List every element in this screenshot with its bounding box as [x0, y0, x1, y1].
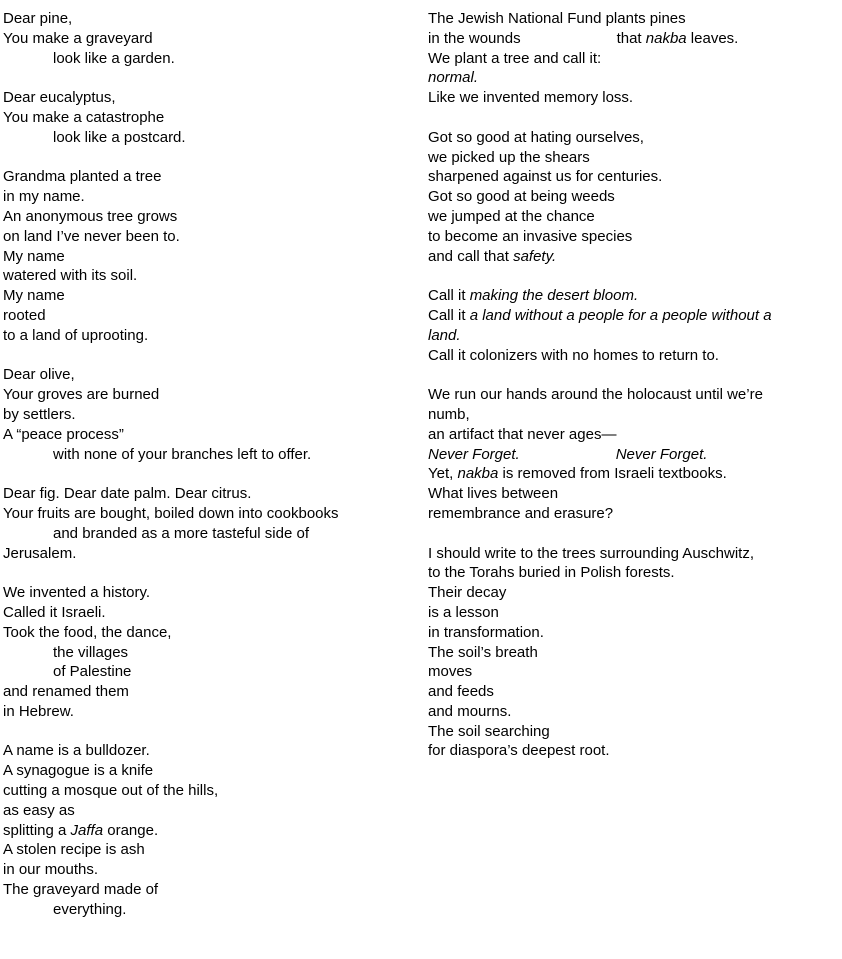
poem-line: You make a graveyard — [3, 29, 153, 47]
poem-line: land. — [428, 326, 461, 344]
italic-text: Never Forget. — [428, 445, 520, 463]
poem-line: and renamed them — [3, 683, 129, 701]
poem-line: Took the food, the dance, — [3, 623, 172, 641]
stanza-dear-fig — [3, 484, 403, 563]
poem-line: everything. — [53, 900, 127, 918]
stanza-dear-pine — [3, 9, 403, 68]
line-text: leaves. — [686, 29, 739, 47]
poem-line: A synagogue is a knife — [3, 762, 154, 780]
stanza-invented-history — [3, 583, 403, 722]
poem-line: Got so good at hating ourselves, — [428, 128, 644, 146]
line-text: Call it — [428, 306, 470, 324]
poem-line: to a land of uprooting. — [3, 326, 149, 344]
poem-line: A stolen recipe is ash — [3, 841, 145, 859]
stanza-auschwitz — [428, 544, 828, 762]
poem-line — [428, 29, 828, 49]
poem-line: we jumped at the chance — [428, 207, 595, 225]
poem-line — [428, 445, 828, 465]
line-text: Call it — [428, 287, 470, 305]
poem-line: with none of your branches left to offer. — [53, 445, 312, 463]
poem-line: Jerusalem. — [3, 544, 77, 562]
poem-line: remembrance and erasure? — [428, 504, 614, 522]
poem-line: and feeds — [428, 683, 494, 701]
poem-line: We run our hands around the holocaust until we’re — [428, 386, 763, 404]
italic-text: safety. — [513, 247, 557, 265]
poem-line: cutting a mosque out of the hills, — [3, 782, 219, 800]
poem-line: We plant a tree and call it: — [428, 49, 602, 67]
poem-line: An anonymous tree grows — [3, 207, 178, 225]
poem-line: Got so good at being weeds — [428, 188, 615, 206]
poem-line: The soil’s breath — [428, 643, 538, 661]
line-text: orange. — [103, 821, 159, 839]
line-text: splitting a — [3, 821, 71, 839]
poem-line: of Palestine — [53, 663, 132, 681]
poem-line: We invented a history. — [3, 584, 151, 602]
poem-line: Dear olive, — [3, 366, 75, 384]
italic-text: Never Forget. — [615, 445, 708, 463]
poem-line — [428, 247, 828, 267]
stanza-call-it — [428, 286, 828, 365]
poem-line: in Hebrew. — [3, 702, 74, 720]
italic-text: nakba — [457, 465, 499, 483]
poem-line — [428, 464, 828, 484]
poem-line: is a lesson — [428, 603, 499, 621]
line-text: is removed from Israeli textbooks. — [498, 465, 727, 483]
left-column — [3, 9, 403, 939]
poem-line: rooted — [3, 306, 46, 324]
poem-line: A “peace process” — [3, 425, 124, 443]
poem-line: for diaspora’s deepest root. — [428, 742, 610, 760]
poem-line: Their decay — [428, 584, 507, 602]
poem-line: A name is a bulldozer. — [3, 742, 150, 760]
italic-text: nakba — [645, 29, 687, 47]
poem-line: Your fruits are bought, boiled down into cookbooks — [3, 504, 339, 522]
italic-text: a land without a people for a people without a — [469, 306, 772, 324]
poem-line: and mourns. — [428, 702, 512, 720]
poem-line: as easy as — [3, 801, 75, 819]
poem-line: Called it Israeli. — [3, 603, 106, 621]
stanza-holocaust — [428, 385, 828, 524]
poem-line: look like a garden. — [53, 49, 175, 67]
poem-line: to the Torahs buried in Polish forests. — [428, 564, 675, 582]
poem-line: What lives between — [428, 485, 559, 503]
line-text: and call that — [428, 247, 514, 265]
poem-line: I should write to the trees surrounding Auschwitz, — [428, 544, 755, 562]
poem-line: on land I’ve never been to. — [3, 227, 180, 245]
poem-line: numb, — [428, 405, 470, 423]
poem-line: in transformation. — [428, 623, 544, 641]
poem-line: normal. — [428, 69, 479, 87]
poem-line: Dear fig. Dear date palm. Dear citrus. — [3, 485, 252, 503]
italic-text: making the desert bloom. — [469, 287, 639, 305]
poem-line: My name — [3, 287, 65, 305]
poem-line: The graveyard made of — [3, 881, 159, 899]
poem-line: sharpened against us for centuries. — [428, 168, 663, 186]
stanza-dear-olive — [3, 365, 403, 464]
poem-line: and branded as a more tasteful side of — [53, 524, 309, 542]
poem-line: by settlers. — [3, 405, 76, 423]
poem-line — [428, 306, 828, 326]
poem-line: to become an invasive species — [428, 227, 633, 245]
poem-line: watered with its soil. — [3, 267, 138, 285]
line-text: Yet, — [428, 465, 458, 483]
poem-line: an artifact that never ages— — [428, 425, 617, 443]
stanza-name-bulldozer — [3, 741, 403, 919]
poem-line: in my name. — [3, 188, 85, 206]
stanza-hating-ourselves — [428, 128, 828, 267]
italic-text: Jaffa — [70, 821, 104, 839]
stanza-dear-eucalyptus — [3, 88, 403, 147]
poem-line: Like we invented memory loss. — [428, 89, 634, 107]
stanza-jnf — [428, 9, 828, 108]
poem-line: in our mouths. — [3, 861, 99, 879]
poem-line: Grandma planted a tree — [3, 168, 162, 186]
poem-line: Call it colonizers with no homes to return to. — [428, 346, 719, 364]
poem-line: You make a catastrophe — [3, 108, 165, 126]
poem-line — [428, 286, 828, 306]
poem-line: moves — [428, 663, 473, 681]
poem-line: The Jewish National Fund plants pines — [428, 10, 686, 27]
poem-line: we picked up the shears — [428, 148, 590, 166]
poem-line: look like a postcard. — [53, 128, 186, 146]
poem-line — [3, 821, 403, 841]
poem-line: the villages — [53, 643, 129, 661]
poem-line: Dear eucalyptus, — [3, 89, 116, 107]
stanza-grandma — [3, 167, 403, 345]
line-text: that — [616, 29, 646, 47]
right-column — [428, 9, 828, 781]
poem-line: My name — [3, 247, 65, 265]
poem-line: Dear pine, — [3, 10, 73, 27]
poem-line: The soil searching — [428, 722, 550, 740]
poem-line: Your groves are burned — [3, 386, 160, 404]
line-text: in the wounds — [428, 29, 521, 47]
